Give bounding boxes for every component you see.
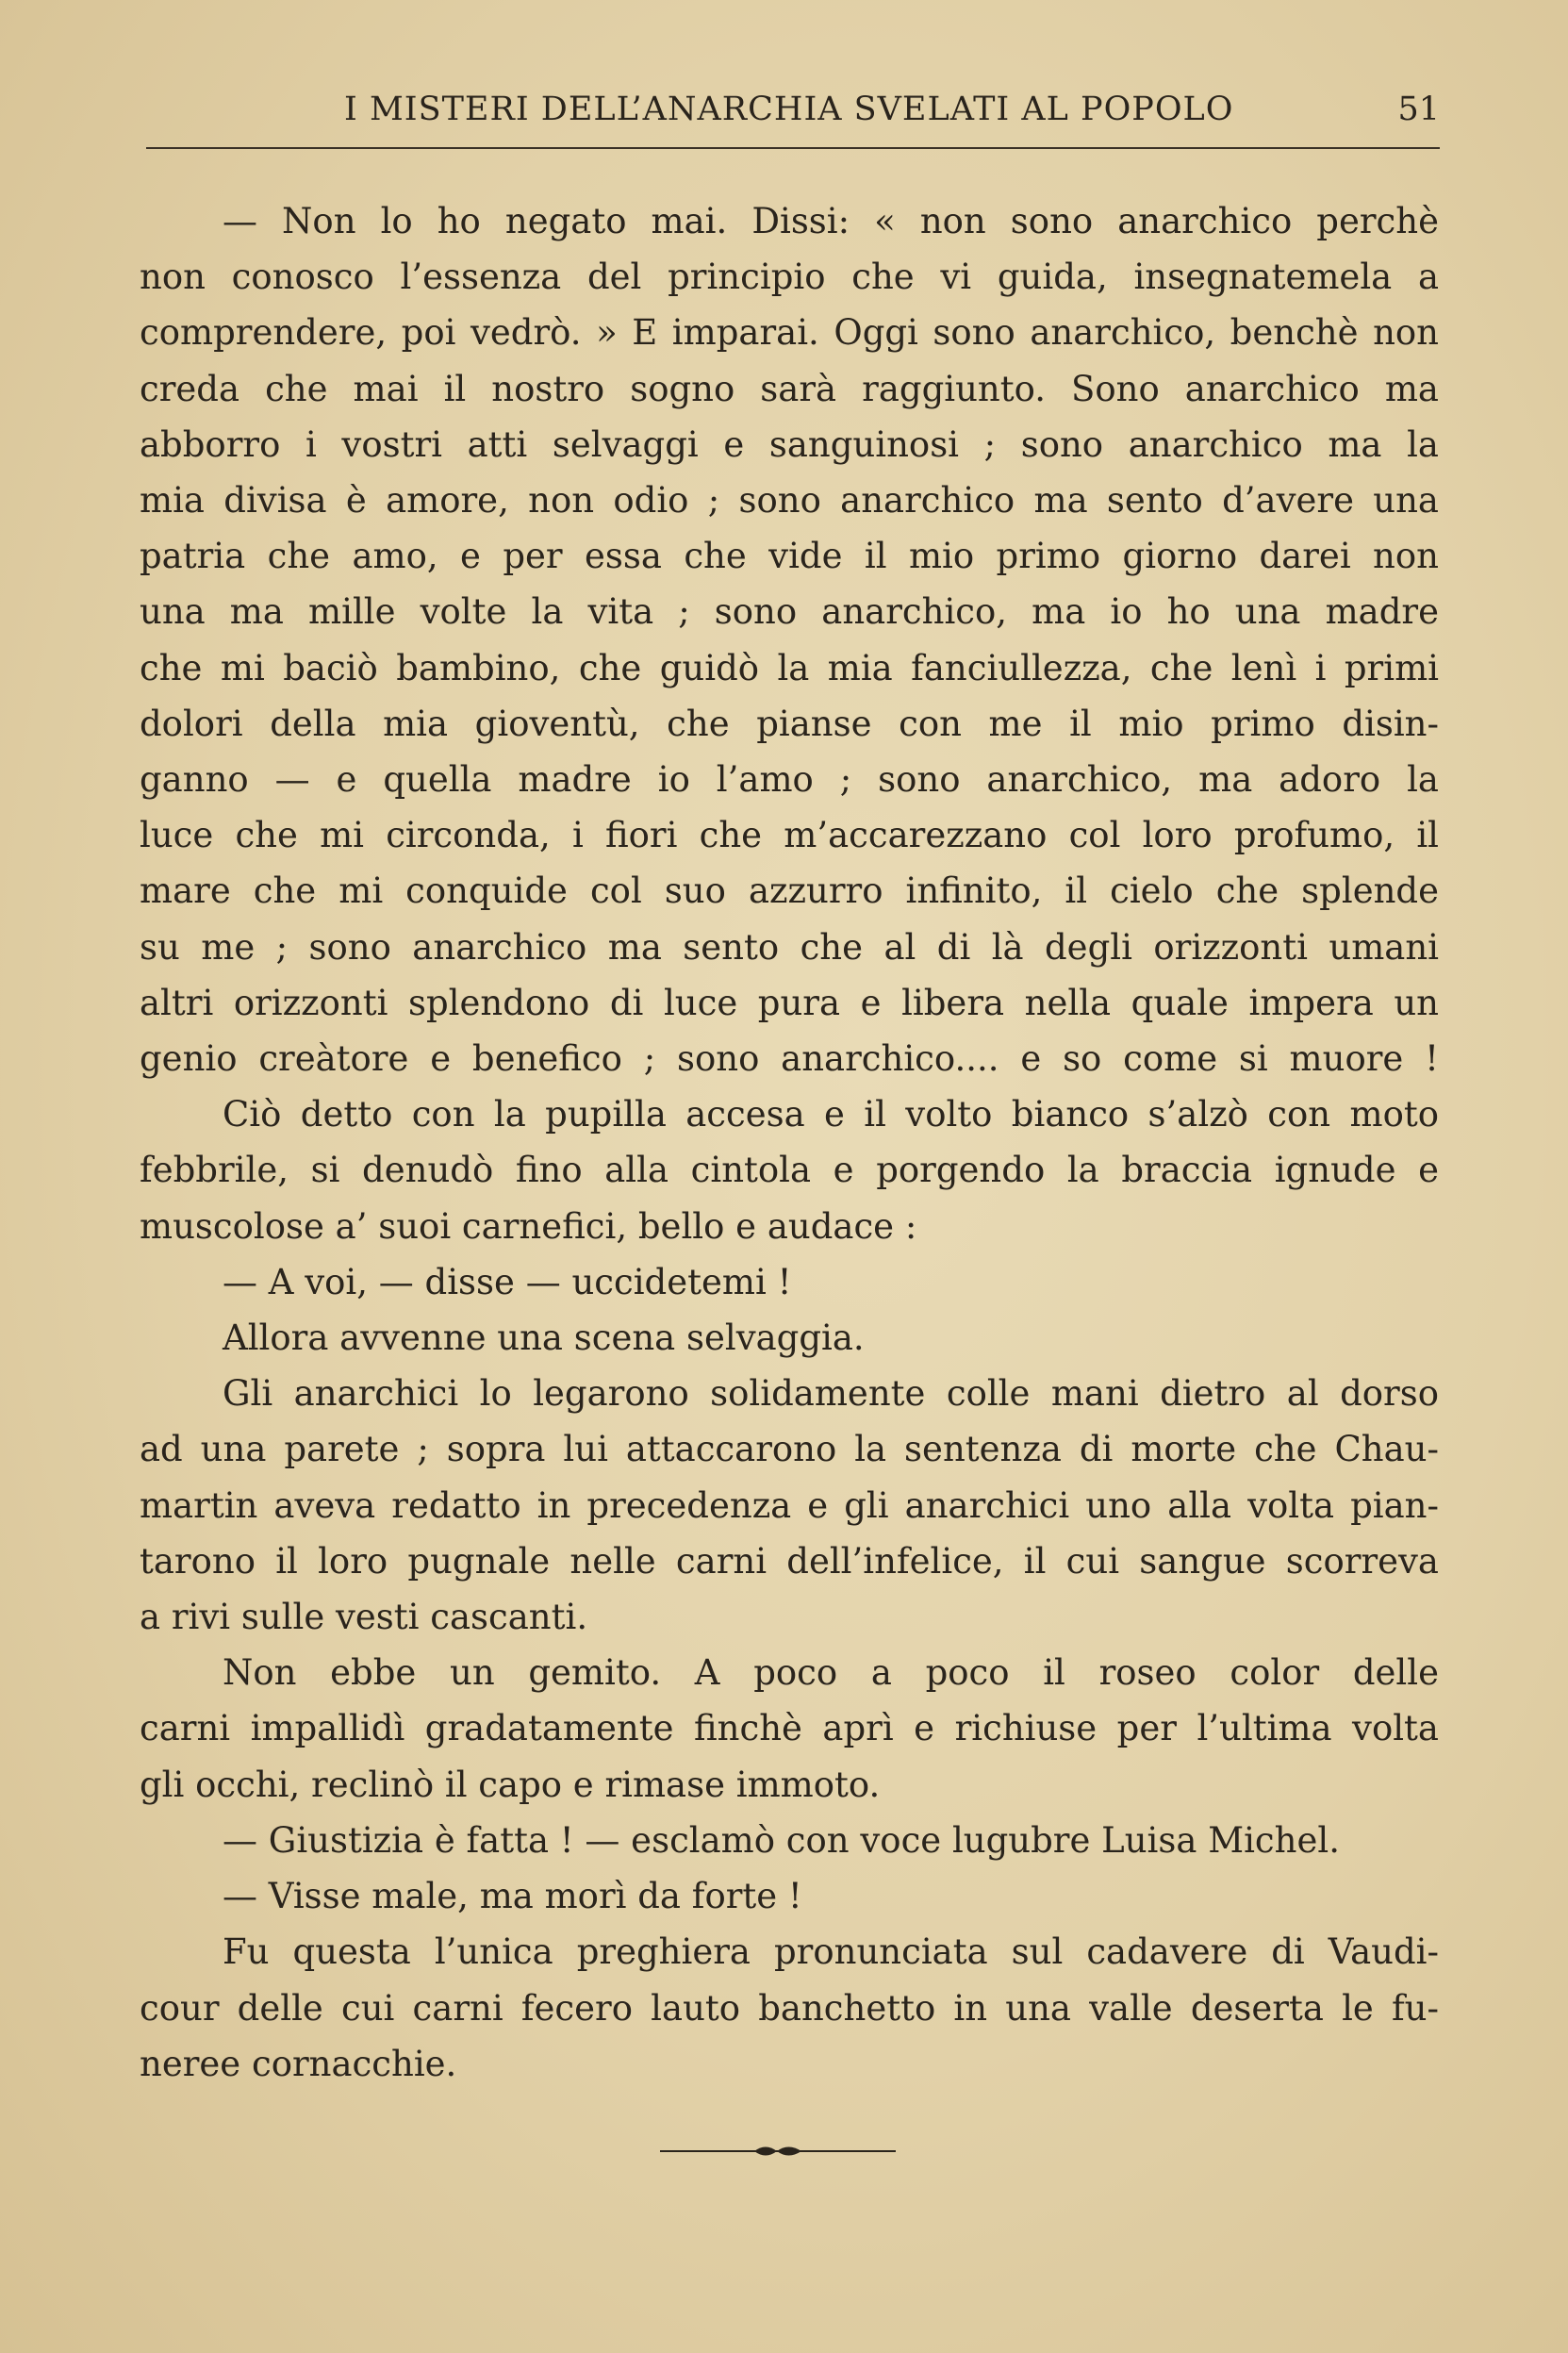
page-number: 51 (1397, 91, 1440, 128)
text-line: — Giustizia è fatta ! — esclamò con voce lugubre Luisa Michel. (223, 1819, 1340, 1861)
text-line: febbrile, si denudò fino alla cintola e porgendo la braccia ignude e (140, 1150, 1439, 1191)
text-line: Non ebbe un gemito. A poco a poco il roseo color delle (223, 1652, 1439, 1694)
text-line: non conosco l’essenza del principio che vi guida, insegnatemela a (140, 257, 1439, 298)
text-line: genio creàtore e benefico ; sono anarchico.... e so come si muore ! (140, 1038, 1439, 1080)
text-line: Gli anarchici lo legarono solidamente colle mani dietro al dorso (223, 1373, 1439, 1415)
text-line: su me ; sono anarchico ma sento che al di là degli orizzonti umani (140, 926, 1439, 968)
text-line: muscolose a’ suoi carnefici, bello e audace : (140, 1205, 917, 1247)
page-header (146, 91, 1440, 140)
text-line: — A voi, — disse — uccidetemi ! (223, 1261, 792, 1302)
text-line: ganno — e quella madre io l’amo ; sono anarchico, ma adoro la (140, 759, 1439, 801)
body-text (140, 193, 1439, 2092)
text-line: altri orizzonti splendono di luce pura e libera nella quale impera un (140, 982, 1439, 1023)
text-line: martin aveva redatto in precedenza e gli anarchici uno alla volta pian- (140, 1484, 1439, 1526)
text-line: cour delle cui carni fecero lauto banchetto in una valle deserta le fu- (140, 1987, 1439, 2029)
text-line: Allora avvenne una scena selvaggia. (223, 1317, 865, 1359)
text-line: tarono il loro pugnale nelle carni dell’infelice, il cui sangue scorreva (140, 1540, 1439, 1582)
running-title: I MISTERI DELL’ANARCHIA SVELATI AL POPOLO (344, 91, 1234, 128)
text-line: mia divisa è amore, non odio ; sono anarchico ma sento d’avere una (140, 480, 1439, 522)
header-rule (146, 147, 1440, 149)
end-ornament-icon (660, 2137, 896, 2165)
text-line: patria che amo, e per essa che vide il mio primo giorno darei non (140, 536, 1439, 577)
text-line: mare che mi conquide col suo azzurro infinito, il cielo che splende (140, 870, 1439, 912)
text-line: — Visse male, ma morì da forte ! (223, 1876, 802, 1917)
text-line: una ma mille volte la vita ; sono anarchico, ma io ho una madre (140, 591, 1439, 633)
text-line: creda che mai il nostro sogno sarà raggiunto. Sono anarchico ma (140, 368, 1439, 409)
text-line: carni impallidì gradatamente finchè aprì e richiuse per l’ultima volta (140, 1708, 1439, 1749)
text-line: — Non lo ho negato mai. Dissi: « non sono anarchico perchè (223, 201, 1439, 241)
text-line: ad una parete ; sopra lui attaccarono la sentenza di morte che Chau- (140, 1429, 1439, 1470)
text-line: comprendere, poi vedrò. » E imparai. Oggi sono anarchico, benchè non (140, 312, 1439, 354)
text-line: a rivi sulle vesti cascanti. (140, 1597, 588, 1638)
text-line: che mi baciò bambino, che guidò la mia fanciullezza, che lenì i primi (140, 647, 1439, 688)
text-line: abborro i vostri atti selvaggi e sanguinosi ; sono anarchico ma la (140, 423, 1439, 465)
text-line: neree cornacchie. (140, 2043, 457, 2084)
text-line: Fu questa l’unica preghiera pronunciata sul cadavere di Vaudi- (223, 1931, 1439, 1973)
text-line: gli occhi, reclinò il capo e rimase immoto. (140, 1764, 881, 1805)
text-line: dolori della mia gioventù, che pianse con me il mio primo disin- (140, 703, 1439, 744)
text-line: Ciò detto con la pupilla accesa e il volto bianco s’alzò con moto (223, 1094, 1439, 1135)
text-line: luce che mi circonda, i fiori che m’accarezzano col loro profumo, il (140, 815, 1439, 856)
